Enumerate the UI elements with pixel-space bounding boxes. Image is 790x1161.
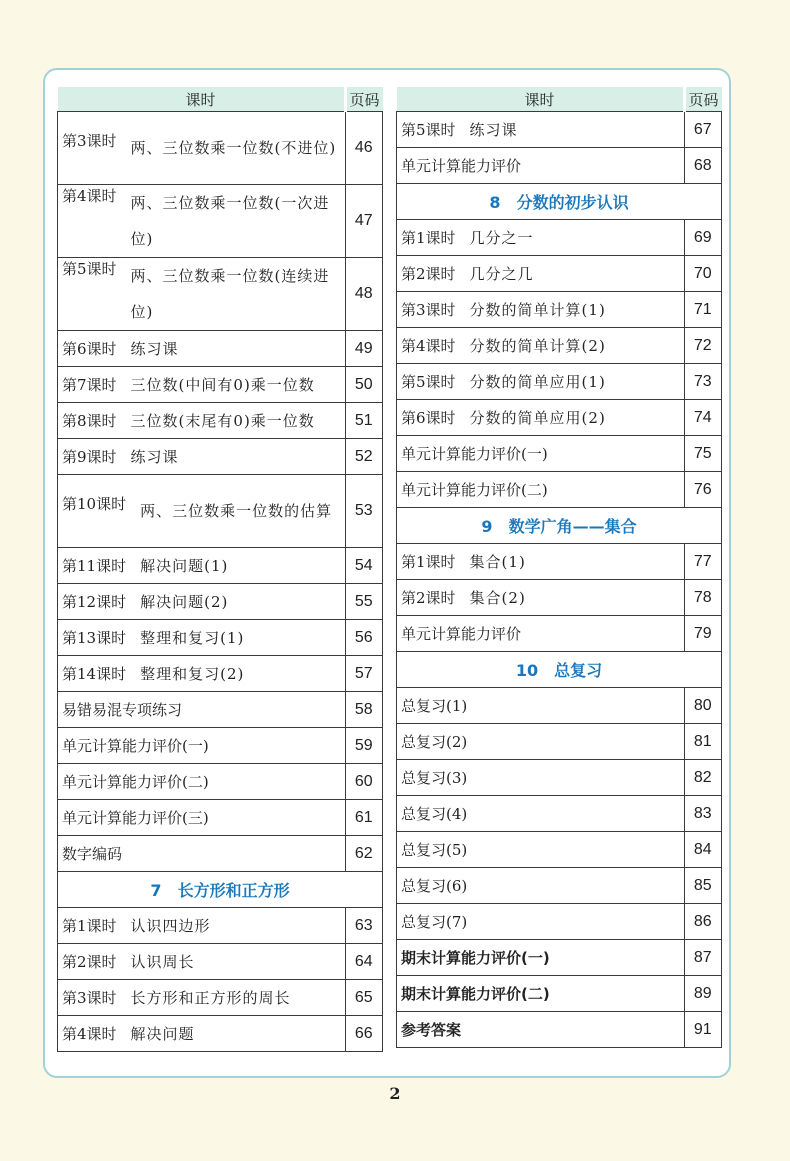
entry-title: 单元计算能力评价 — [401, 157, 522, 175]
toc-row[interactable] — [397, 436, 722, 472]
lesson-topic: 解决问题 — [130, 1025, 195, 1043]
toc-entry — [397, 976, 685, 1012]
entry-title: 总复习(4) — [401, 805, 468, 823]
page-ref: 69 — [684, 220, 722, 256]
toc-row[interactable] — [397, 292, 722, 328]
unit-title — [58, 872, 383, 908]
toc-entry — [58, 656, 346, 692]
toc-entry — [58, 800, 346, 836]
page-ref: 75 — [684, 436, 722, 472]
lesson-topic: 分数的简单应用(2) — [469, 409, 606, 427]
toc-entry — [397, 364, 685, 400]
toc-entry — [397, 436, 685, 472]
unit-number: 7 — [150, 881, 162, 900]
unit-name: 数学广角——集合 — [508, 517, 637, 536]
toc-row[interactable] — [58, 367, 383, 403]
toc-row[interactable] — [58, 403, 383, 439]
entry-title: 单元计算能力评价 — [401, 625, 522, 643]
toc-row[interactable] — [397, 544, 722, 580]
toc-row[interactable] — [397, 724, 722, 760]
lesson-label: 第14课时 — [62, 665, 127, 683]
page-ref: 71 — [684, 292, 722, 328]
page-ref: 84 — [684, 832, 722, 868]
lesson-topic: 几分之几 — [469, 265, 534, 283]
entry-title: 数字编码 — [62, 845, 123, 863]
unit-title — [397, 508, 722, 544]
lesson-label: 第5课时 — [401, 373, 456, 391]
toc-row[interactable] — [397, 472, 722, 508]
page-ref: 55 — [345, 584, 383, 620]
entry-title: 期末计算能力评价(二) — [401, 985, 550, 1003]
toc-entry — [397, 148, 685, 184]
toc-entry — [397, 688, 685, 724]
entry-title: 总复习(6) — [401, 877, 468, 895]
toc-row[interactable] — [397, 832, 722, 868]
toc-entry — [58, 475, 346, 548]
page-ref: 62 — [345, 836, 383, 872]
toc-entry — [58, 836, 346, 872]
lesson-topic: 集合(1) — [469, 553, 526, 571]
toc-row[interactable] — [58, 331, 383, 367]
lesson-label: 第7课时 — [62, 376, 117, 394]
toc-row[interactable] — [58, 764, 383, 800]
toc-entry — [58, 944, 346, 980]
page-ref: 91 — [684, 1012, 722, 1048]
page-ref: 46 — [345, 112, 383, 185]
page-ref: 50 — [345, 367, 383, 403]
toc-entry — [58, 403, 346, 439]
toc-entry — [397, 544, 685, 580]
lesson-label: 第1课时 — [62, 917, 117, 935]
toc-row[interactable] — [58, 475, 383, 548]
toc-row[interactable] — [397, 976, 722, 1012]
toc-entry — [58, 439, 346, 475]
toc-entry — [397, 940, 685, 976]
toc-row[interactable] — [397, 112, 722, 148]
lesson-topic: 几分之一 — [469, 229, 534, 247]
header-page: 页码 — [684, 87, 722, 112]
entry-title: 总复习(2) — [401, 733, 468, 751]
toc-entry — [58, 258, 346, 331]
toc-entry — [58, 185, 346, 258]
lesson-label: 第4课时 — [401, 337, 456, 355]
toc-entry — [58, 367, 346, 403]
lesson-topic: 练习课 — [469, 121, 518, 139]
lesson-topic: 两、三位数乘一位数(一次进位) — [130, 194, 330, 248]
toc-row[interactable] — [58, 185, 383, 258]
toc-entry — [397, 904, 685, 940]
lesson-label: 第5课时 — [401, 121, 456, 139]
toc-row[interactable] — [58, 836, 383, 872]
page-ref: 89 — [684, 976, 722, 1012]
lesson-topic: 解决问题(2) — [140, 593, 229, 611]
page-ref: 61 — [345, 800, 383, 836]
lesson-topic: 练习课 — [130, 448, 179, 466]
toc-row[interactable] — [58, 439, 383, 475]
unit-heading-row[interactable] — [397, 508, 722, 544]
toc-entry — [58, 620, 346, 656]
lesson-label: 第6课时 — [401, 409, 456, 427]
lesson-topic: 解决问题(1) — [140, 557, 229, 575]
toc-left-column — [57, 87, 383, 1052]
entry-title: 总复习(7) — [401, 913, 468, 931]
page-ref: 63 — [345, 908, 383, 944]
page-ref: 51 — [345, 403, 383, 439]
toc-row[interactable] — [397, 868, 722, 904]
toc-row[interactable] — [58, 944, 383, 980]
lesson-topic: 分数的简单计算(1) — [469, 301, 606, 319]
page-ref: 76 — [684, 472, 722, 508]
page-ref: 72 — [684, 328, 722, 364]
toc-entry — [397, 580, 685, 616]
toc-row[interactable] — [58, 800, 383, 836]
lesson-topic: 三位数(末尾有0)乘一位数 — [130, 412, 315, 430]
lesson-label: 第5课时 — [62, 260, 117, 278]
unit-heading-row[interactable] — [397, 184, 722, 220]
lesson-topic: 集合(2) — [469, 589, 526, 607]
unit-name: 长方形和正方形 — [177, 881, 290, 900]
toc-row[interactable] — [397, 940, 722, 976]
toc-row[interactable] — [58, 908, 383, 944]
unit-number: 10 — [515, 661, 539, 680]
toc-entry — [58, 764, 346, 800]
toc-entry — [397, 472, 685, 508]
entry-title: 期末计算能力评价(一) — [401, 949, 550, 967]
page-ref: 83 — [684, 796, 722, 832]
page-ref: 66 — [345, 1016, 383, 1052]
toc-row[interactable] — [58, 584, 383, 620]
page-ref: 74 — [684, 400, 722, 436]
toc-entry — [58, 584, 346, 620]
toc-entry — [58, 728, 346, 764]
entry-title: 单元计算能力评价(三) — [62, 809, 209, 827]
toc-entry — [397, 256, 685, 292]
page-ref: 67 — [684, 112, 722, 148]
toc-entry — [58, 980, 346, 1016]
lesson-label: 第13课时 — [62, 629, 127, 647]
toc-row[interactable] — [58, 728, 383, 764]
unit-number: 8 — [489, 193, 501, 212]
lesson-topic: 整理和复习(1) — [140, 629, 245, 647]
unit-heading-row[interactable] — [397, 652, 722, 688]
lesson-label: 第4课时 — [62, 1025, 117, 1043]
toc-entry — [397, 760, 685, 796]
page-ref: 54 — [345, 548, 383, 584]
toc-entry — [58, 908, 346, 944]
page-ref: 79 — [684, 616, 722, 652]
toc-row[interactable] — [397, 328, 722, 364]
toc-row[interactable] — [397, 796, 722, 832]
header-lesson: 课时 — [58, 87, 346, 112]
toc-right-column — [396, 87, 722, 1048]
lesson-label: 第1课时 — [401, 553, 456, 571]
unit-number: 9 — [481, 517, 493, 536]
page-ref: 82 — [684, 760, 722, 796]
lesson-label: 第3课时 — [401, 301, 456, 319]
page-ref: 56 — [345, 620, 383, 656]
toc-entry — [58, 331, 346, 367]
toc-entry — [397, 220, 685, 256]
toc-row[interactable] — [397, 1012, 722, 1048]
entry-title: 总复习(5) — [401, 841, 468, 859]
toc-row[interactable] — [58, 1016, 383, 1052]
lesson-label: 第3课时 — [62, 132, 117, 150]
page-ref: 77 — [684, 544, 722, 580]
page-ref: 52 — [345, 439, 383, 475]
page-ref: 59 — [345, 728, 383, 764]
toc-entry — [397, 724, 685, 760]
lesson-label: 第3课时 — [62, 989, 117, 1007]
toc-row[interactable] — [397, 760, 722, 796]
toc-row[interactable] — [58, 980, 383, 1016]
page-ref: 73 — [684, 364, 722, 400]
toc-row[interactable] — [397, 400, 722, 436]
page-ref: 60 — [345, 764, 383, 800]
page-ref: 80 — [684, 688, 722, 724]
toc-entry — [397, 616, 685, 652]
header-lesson: 课时 — [397, 87, 685, 112]
lesson-label: 第4课时 — [62, 187, 117, 205]
toc-entry — [397, 1012, 685, 1048]
toc-row[interactable] — [397, 616, 722, 652]
lesson-label: 第2课时 — [401, 589, 456, 607]
page-ref: 57 — [345, 656, 383, 692]
page-ref: 85 — [684, 868, 722, 904]
lesson-label: 第9课时 — [62, 448, 117, 466]
lesson-topic: 两、三位数乘一位数(连续进位) — [130, 267, 330, 321]
lesson-topic: 两、三位数乘一位数的估算 — [140, 502, 333, 520]
page-number: 2 — [389, 1084, 401, 1103]
toc-entry — [397, 112, 685, 148]
toc-row[interactable] — [397, 688, 722, 724]
lesson-topic: 整理和复习(2) — [140, 665, 245, 683]
page-ref: 47 — [345, 185, 383, 258]
unit-title — [397, 652, 722, 688]
page-ref: 86 — [684, 904, 722, 940]
toc-entry — [58, 1016, 346, 1052]
page-ref: 87 — [684, 940, 722, 976]
page-ref: 68 — [684, 148, 722, 184]
page-ref: 64 — [345, 944, 383, 980]
toc-row[interactable] — [58, 112, 383, 185]
unit-name: 分数的初步认识 — [516, 193, 629, 212]
entry-title: 单元计算能力评价(一) — [401, 445, 548, 463]
entry-title: 单元计算能力评价(二) — [401, 481, 548, 499]
toc-row[interactable] — [58, 692, 383, 728]
toc-table-right — [396, 87, 722, 1048]
lesson-label: 第11课时 — [62, 557, 127, 575]
toc-table-left — [57, 87, 383, 1052]
lesson-topic: 认识周长 — [130, 953, 195, 971]
lesson-topic: 练习课 — [130, 340, 179, 358]
toc-entry — [58, 692, 346, 728]
toc-row[interactable] — [397, 220, 722, 256]
toc-row[interactable] — [397, 256, 722, 292]
lesson-label: 第2课时 — [62, 953, 117, 971]
toc-row[interactable] — [397, 364, 722, 400]
lesson-topic: 两、三位数乘一位数(不进位) — [130, 139, 337, 157]
toc-entry — [58, 548, 346, 584]
lesson-label: 第10课时 — [62, 495, 127, 513]
toc-entry — [397, 832, 685, 868]
lesson-topic: 分数的简单计算(2) — [469, 337, 606, 355]
toc-row[interactable] — [397, 148, 722, 184]
lesson-topic: 分数的简单应用(1) — [469, 373, 606, 391]
toc-entry — [58, 112, 346, 185]
page-ref: 81 — [684, 724, 722, 760]
page-ref: 65 — [345, 980, 383, 1016]
lesson-label: 第1课时 — [401, 229, 456, 247]
lesson-label: 第12课时 — [62, 593, 127, 611]
unit-name: 总复习 — [554, 661, 603, 680]
toc-row[interactable] — [58, 258, 383, 331]
toc-entry — [397, 400, 685, 436]
page-ref: 53 — [345, 475, 383, 548]
toc-entry — [397, 328, 685, 364]
lesson-topic: 长方形和正方形的周长 — [130, 989, 291, 1007]
toc-entry — [397, 796, 685, 832]
entry-title: 易错易混专项练习 — [62, 701, 183, 719]
page-ref: 78 — [684, 580, 722, 616]
page-ref: 58 — [345, 692, 383, 728]
entry-title: 总复习(3) — [401, 769, 468, 787]
toc-entry — [397, 292, 685, 328]
toc-row[interactable] — [58, 620, 383, 656]
lesson-label: 第2课时 — [401, 265, 456, 283]
page-ref: 49 — [345, 331, 383, 367]
entry-title: 总复习(1) — [401, 697, 468, 715]
entry-title: 单元计算能力评价(一) — [62, 737, 209, 755]
entry-title: 单元计算能力评价(二) — [62, 773, 209, 791]
header-page: 页码 — [345, 87, 383, 112]
lesson-topic: 认识四边形 — [130, 917, 211, 935]
toc-row[interactable] — [397, 904, 722, 940]
lesson-label: 第8课时 — [62, 412, 117, 430]
page-ref: 48 — [345, 258, 383, 331]
unit-title — [397, 184, 722, 220]
toc-row[interactable] — [397, 580, 722, 616]
entry-title: 参考答案 — [401, 1021, 462, 1039]
lesson-label: 第6课时 — [62, 340, 117, 358]
unit-heading-row[interactable] — [58, 872, 383, 908]
toc-entry — [397, 868, 685, 904]
page-ref: 70 — [684, 256, 722, 292]
lesson-topic: 三位数(中间有0)乘一位数 — [130, 376, 315, 394]
toc-row[interactable] — [58, 656, 383, 692]
toc-row[interactable] — [58, 548, 383, 584]
